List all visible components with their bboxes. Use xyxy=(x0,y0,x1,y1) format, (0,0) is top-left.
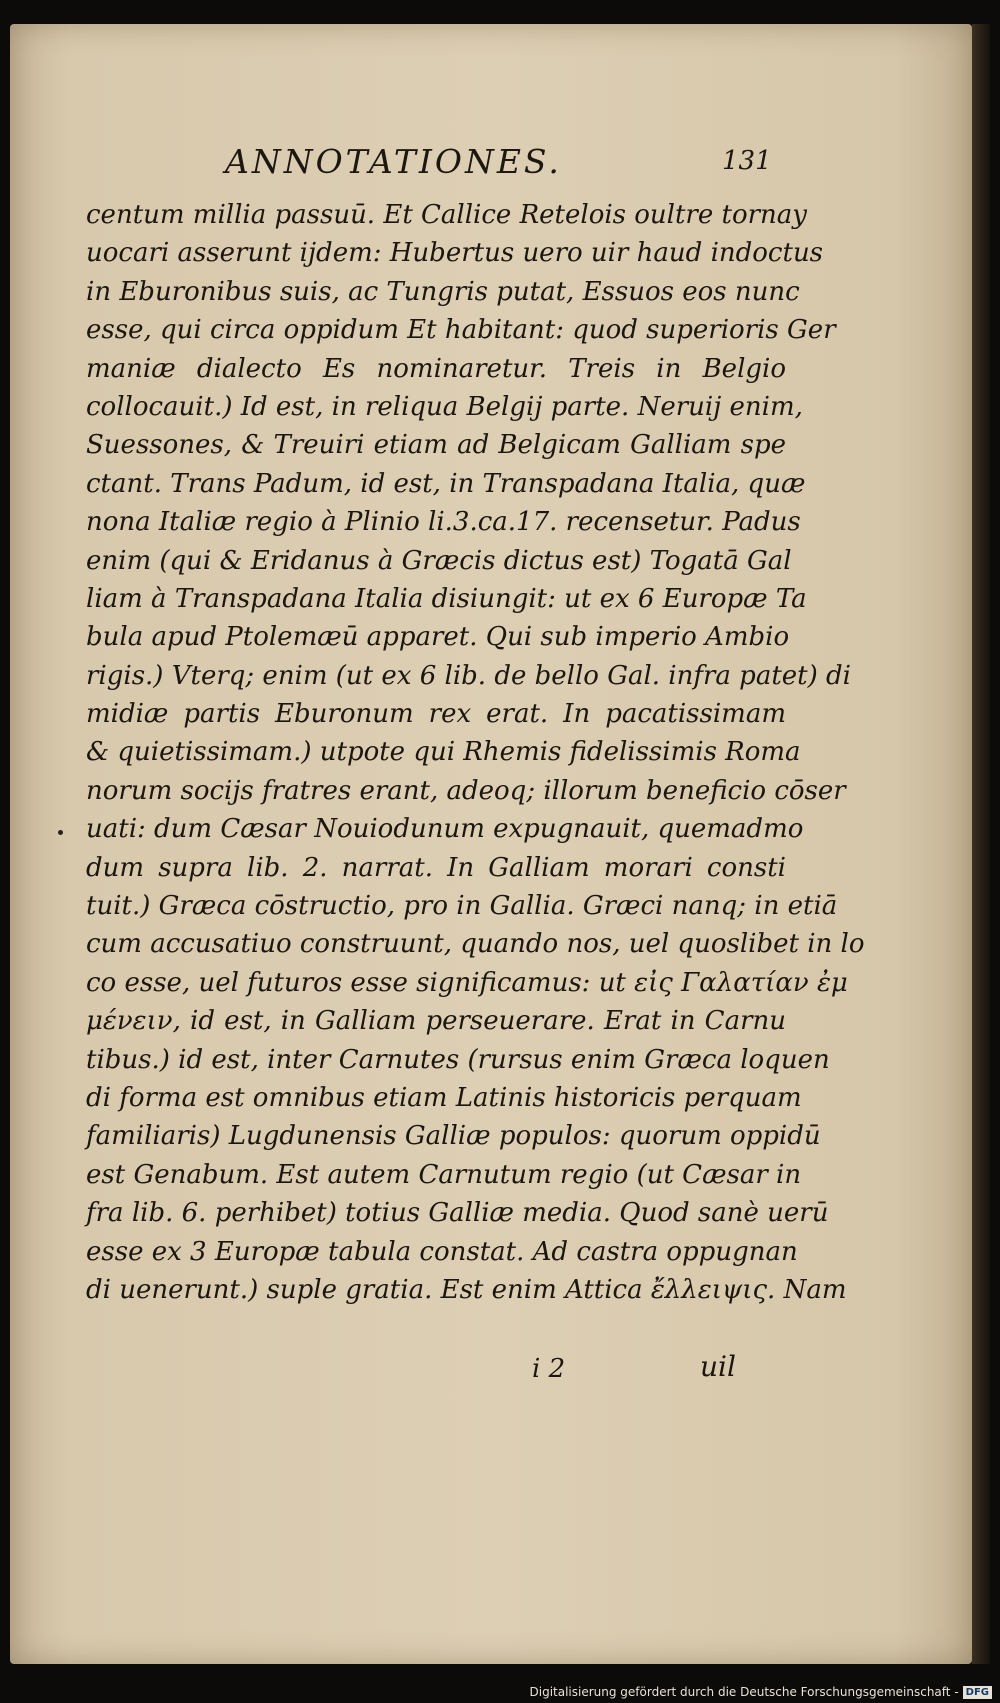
text-line: uati: dum Cæsar Nouiodunum expugnauit, quemadmo xyxy=(86,814,804,845)
running-head: ANNOTATIONES. xyxy=(225,142,562,181)
text-line: est Genabum. Est autem Carnutum regio (ut Cæsar in xyxy=(86,1159,802,1190)
text-line: tibus.) id est, inter Carnutes (rursus enim Græca loquen xyxy=(86,1044,830,1075)
signature-mark: i 2 xyxy=(532,1354,566,1384)
catchword: uil xyxy=(700,1350,736,1383)
text-line: dum supra lib. 2. narrat. In Galliam morari consti xyxy=(86,852,786,883)
text-line: fra lib. 6. perhibet) totius Galliæ media. Quod sanè uerū xyxy=(86,1198,829,1229)
text-line: esse ex 3 Europæ tabula constat. Ad castra oppugnan xyxy=(86,1236,798,1267)
text-line: bula apud Ptolemæū apparet. Qui sub imperio Ambio xyxy=(86,622,790,653)
dfg-logo: DFG xyxy=(963,1686,992,1699)
text-line: ctant. Trans Padum, id est, in Transpadana Italia, quæ xyxy=(86,468,806,499)
text-line: cum accusatiuo construunt, quando nos, uel quoslibet in lo xyxy=(86,929,865,960)
text-line: rigis.) Vterq; enim (ut ex 6 lib. de bello Gal. infra patet) di xyxy=(86,660,851,691)
credit-text: Digitalisierung gefördert durch die Deutsche Forschungsgemeinschaft - xyxy=(529,1685,959,1699)
text-line: in Eburonibus suis, ac Tungris putat, Essuos eos nunc xyxy=(86,276,800,307)
text-line: norum socijs fratres erant, adeoq; illorum beneficio cōser xyxy=(86,775,846,806)
body-text xyxy=(86,196,865,1309)
text-line: μένειν, id est, in Galliam perseuerare. Erat in Carnu xyxy=(86,1006,786,1037)
text-line: di forma est omnibus etiam Latinis historicis perquam xyxy=(86,1082,802,1113)
text-line: maniæ dialecto Es nominaretur. Treis in Belgio xyxy=(86,353,786,384)
text-line: enim (qui & Eridanus à Græcis dictus est) Togatā Gal xyxy=(86,545,792,576)
book-spine-edge xyxy=(972,24,990,1664)
text-line: uocari asserunt ijdem: Hubertus uero uir haud indoctus xyxy=(86,238,824,269)
ink-dot xyxy=(58,830,63,835)
text-line: familiaris) Lugdunensis Galliæ populos: quorum oppidū xyxy=(86,1121,821,1152)
text-line: nona Italiæ regio à Plinio li.3.ca.17. recensetur. Padus xyxy=(86,507,801,538)
text-line: midiæ partis Eburonum rex erat. In pacatissimam xyxy=(86,699,786,730)
text-line: Suessones, & Treuiri etiam ad Belgicam Galliam spe xyxy=(86,430,786,461)
text-line: & quietissimam.) utpote qui Rhemis fidelissimis Roma xyxy=(86,737,801,768)
text-line: tuit.) Græca cōstructio, pro in Gallia. Græci nanq; in etiā xyxy=(86,891,838,922)
folio-number: 131 xyxy=(722,146,772,176)
digitization-credit xyxy=(530,1685,993,1699)
text-line: centum millia passuū. Et Callice Retelois oultre tornay xyxy=(86,200,807,230)
text-line: esse, qui circa oppidum Et habitant: quod superioris Ger xyxy=(86,315,836,346)
text-line: collocauit.) Id est, in reliqua Belgij parte. Neruij enim, xyxy=(86,391,803,422)
text-line: liam à Transpadana Italia disiungit: ut ex 6 Europæ Ta xyxy=(86,583,807,614)
text-line: co esse, uel futuros esse significamus: ut εἰς Γαλατίαν ἐμ xyxy=(86,967,848,998)
text-line: di uenerunt.) suple gratia. Est enim Attica ἔλλειψις. Nam xyxy=(86,1274,847,1305)
